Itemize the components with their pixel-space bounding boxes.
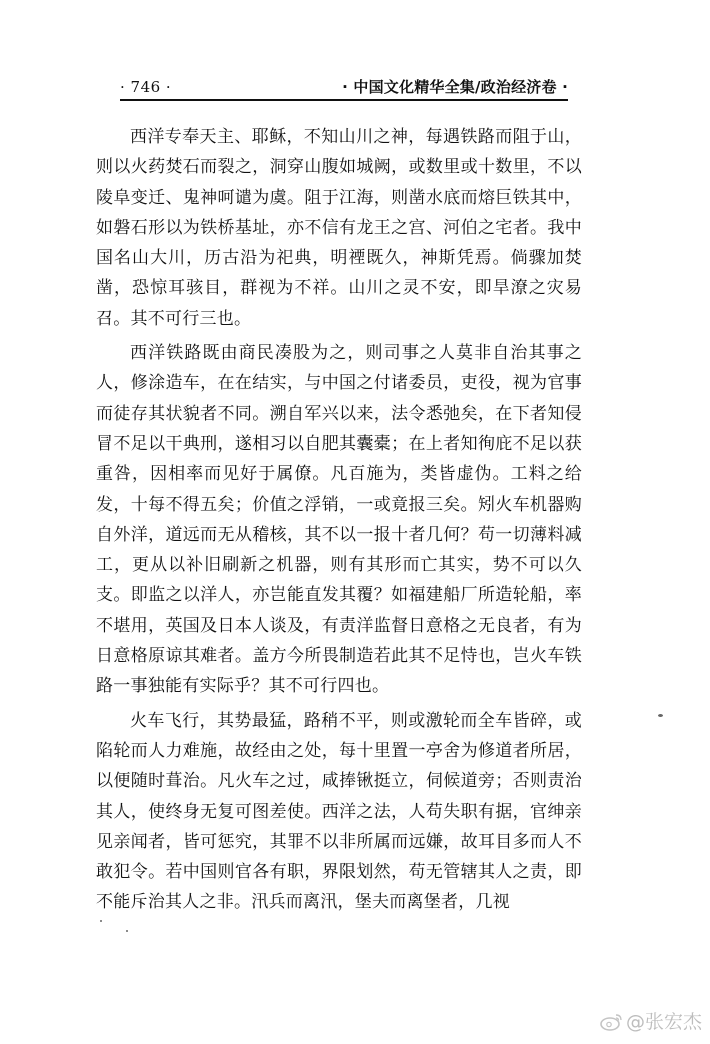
paragraph-1: 西洋专奉天主、耶稣，不知山川之神，每遇铁路而阻于山，则以火药焚石而裂之，洞穿山腹如城阙，或数里或十数里，不以陵阜变迁、鬼神呵谴为虞。阻于江海，则凿水底而熔巨铁其中，如磐石形以为铁桥基址，亦不信有龙王之宫、河伯之宅者。我中国名山大川，历古沿为祀典，明禋既久，神斯凭焉。倘骤加焚凿，恐惊耳骇目，群视为不祥。山川之灵不安，即旱潦之灾易召。其不可行三也。 [96,127,582,329]
paragraph-3: 火车飞行，其势最猛，路稍不平，则或激轮而全车皆碎，或陷轮而人力难施，故经由之处，每十里置一亭舍为修道者所居，以便随时葺治。凡火车之过，咸捧锹挺立，伺候道旁；否则责治其人，使终身无复可图差使。西洋之法，人苟失职有据，官绅亲见亲闻者，皆可惩究，其罪不以非所属而远嫌，故耳目多而人不敢犯令。若中国则官各有职，界限划然，苟无管辖其人之责，即不能斥治其人之非。汛兵而离汛，堡夫而离堡者，几视 [96,710,582,913]
scan-speck [100,920,102,922]
page-number: · 746 · [120,78,172,96]
scan-speck [126,930,128,932]
weibo-logo-icon [600,1012,624,1032]
page-header [120,76,568,102]
running-head-title: · 中国文化精华全集/政治经济卷 · [342,78,568,96]
paragraph-2: 西洋铁路既由商民凑股为之，则司事之人莫非自治其事之人，修涂造车，在在结实，与中国之付诸委员，吏役，视为官事而徒存其状貌者不同。溯自军兴以来，法令悉弛矣，在下者知侵冒不足以干典刑，遂相习以自肥其囊橐；在上者知徇庇不足以获重咎，因相率而见好于属僚。凡百施为，类皆虚伪。工料之给发，十每不得五矣；价值之浮销，一或竟报三矣。矧火车机器购自外洋，道远而无从稽核，其不以一报十者几何？苟一切薄料减工，更从以补旧刷新之机器，则有其形而亡其实，势不可以久支。即监之以洋人，亦岂能直发其覆？如福建船厂所造轮船，率不堪用，英国及日本人谈及，有责洋监督日意格之无良者，有为日意格原谅其难者。盖方今所畏制造若此其不足恃也，岂火车铁路一事独能有实际乎？其不可行四也。 [96,343,582,697]
header-rule [120,99,568,101]
text-body [96,122,582,922]
watermark-text: @张宏杰 [625,1011,702,1033]
watermark [600,1010,702,1034]
scan-speck [658,714,663,717]
